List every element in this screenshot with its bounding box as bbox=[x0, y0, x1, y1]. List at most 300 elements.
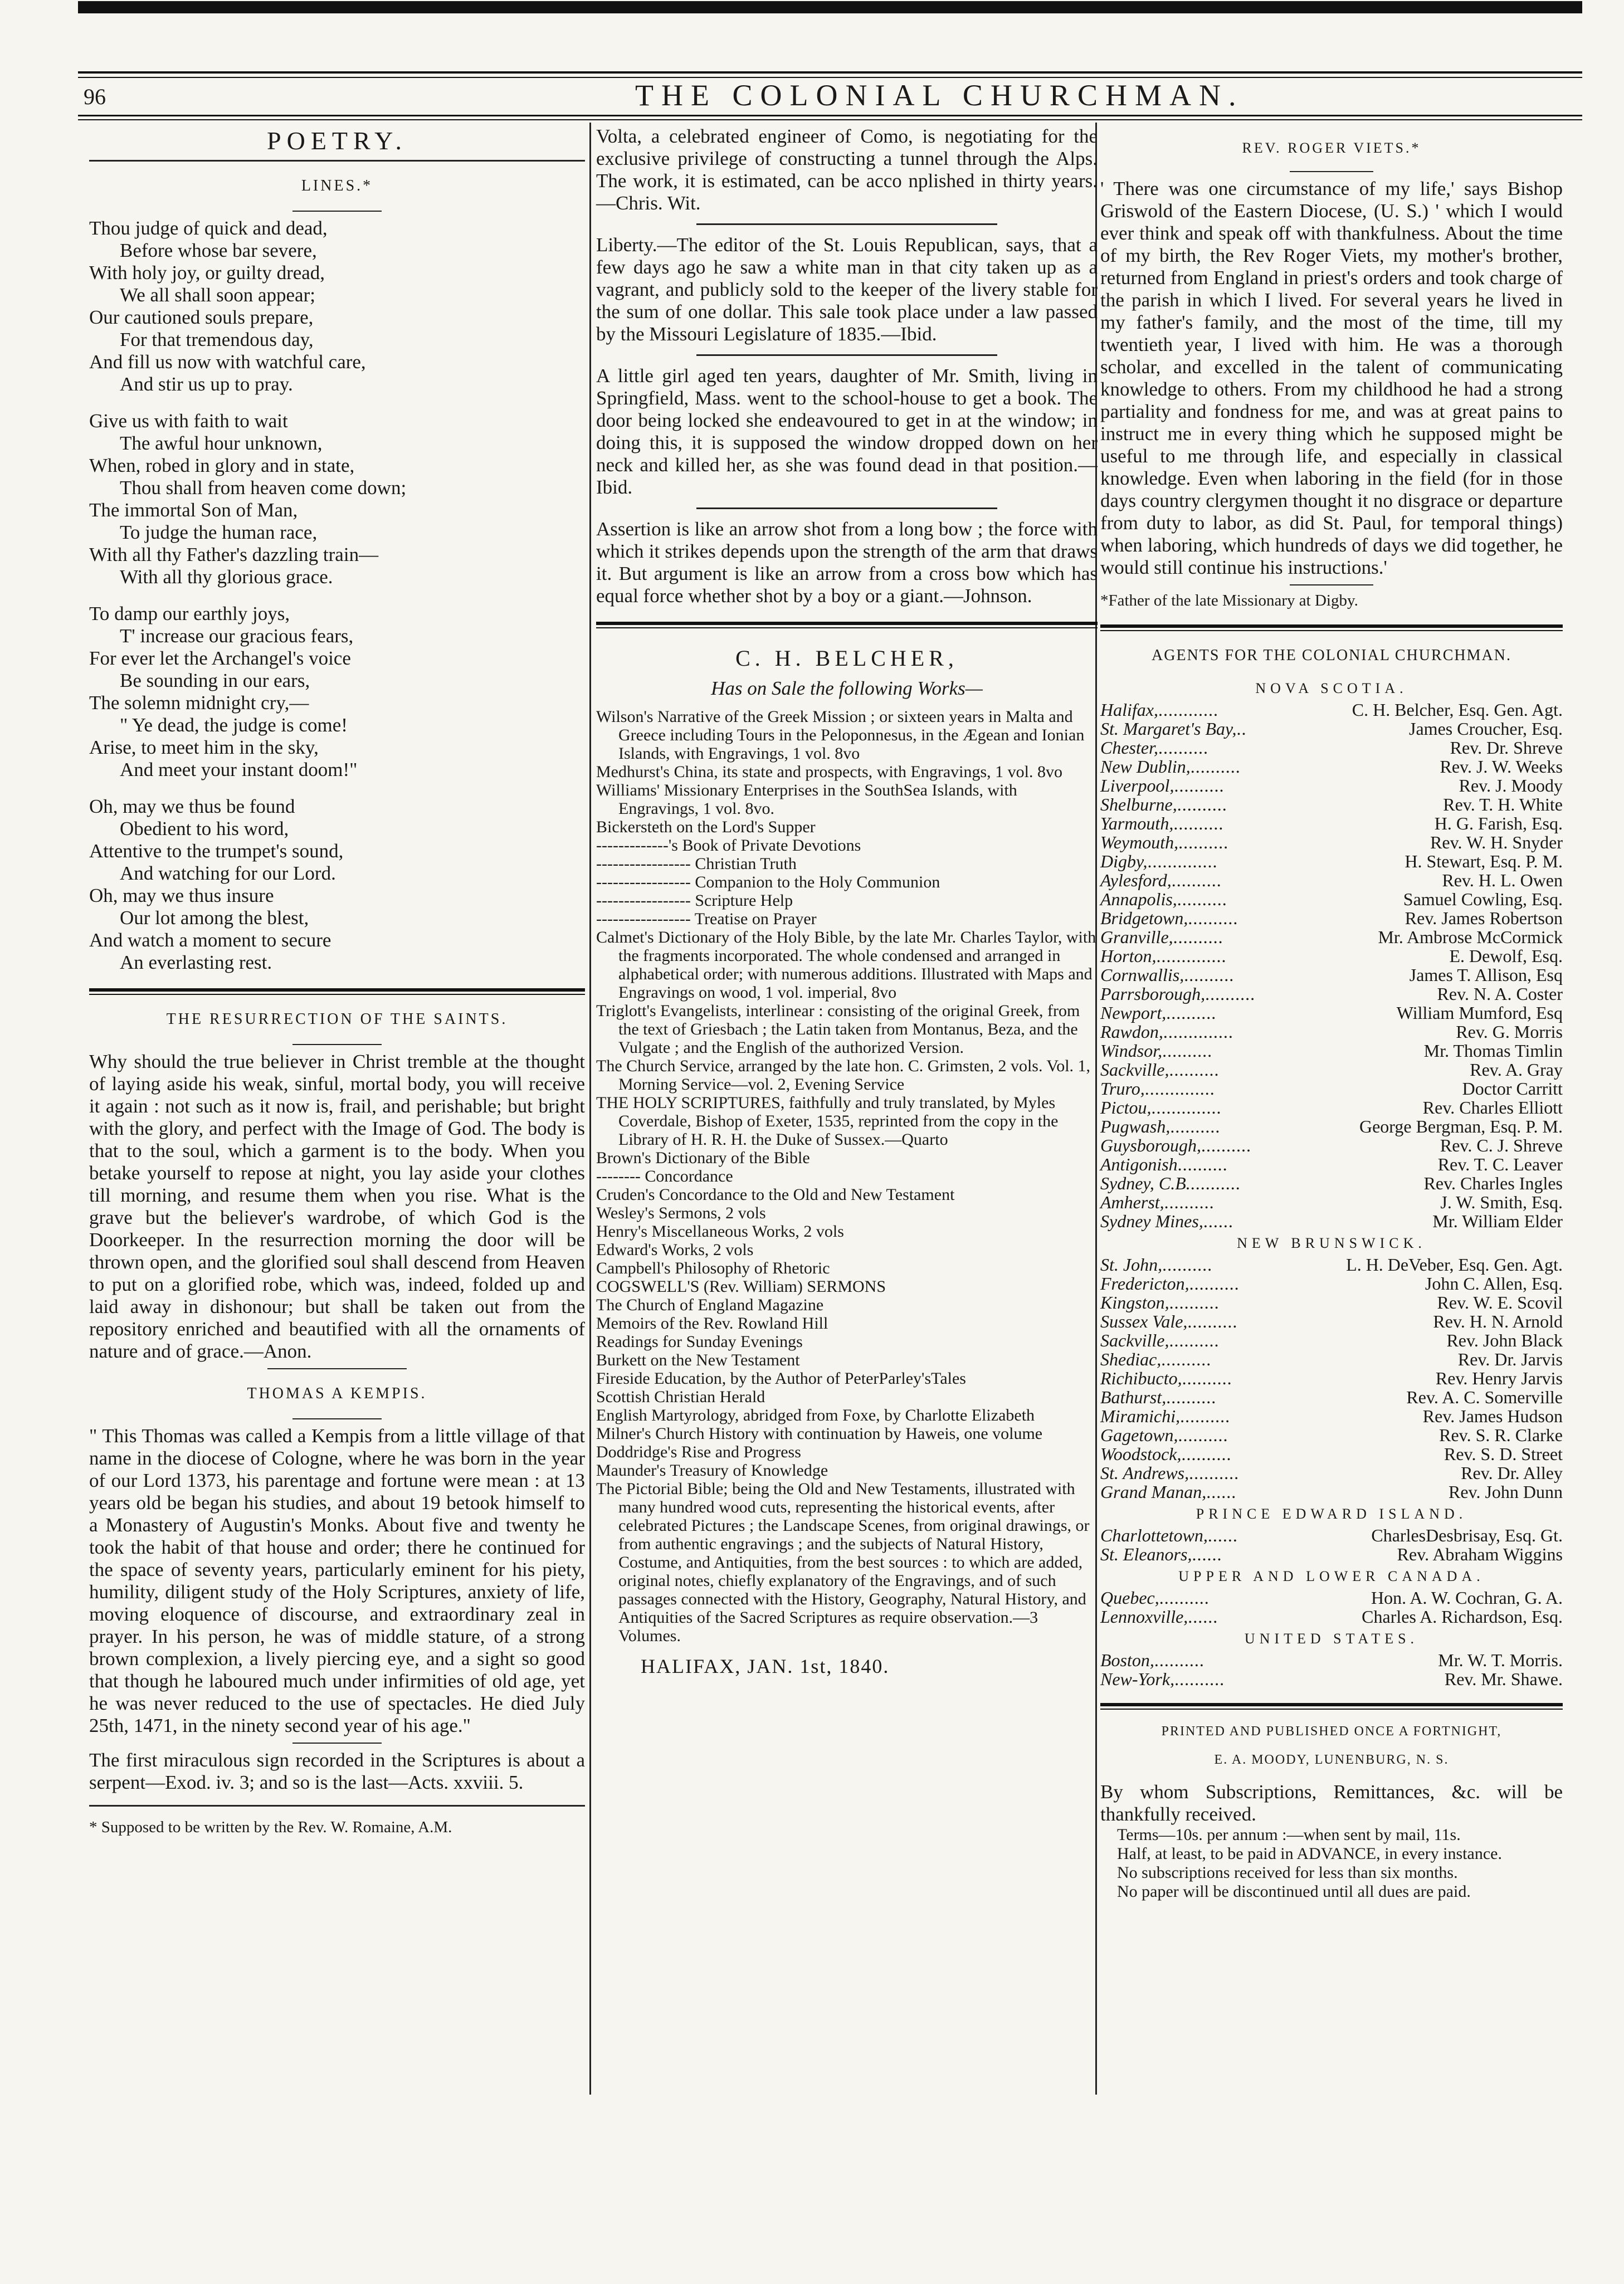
column-left bbox=[89, 125, 585, 1837]
poem-line: With all thy Father's dazzling train— bbox=[89, 544, 379, 565]
agent-place: Annapolis, bbox=[1100, 889, 1177, 909]
divider bbox=[596, 622, 1098, 628]
poem-line: Arise, to meet him in the sky, bbox=[89, 736, 319, 758]
agent-name: Rev. James Robertson bbox=[1404, 908, 1563, 928]
agent-name: Rev. A. C. Somerville bbox=[1406, 1387, 1563, 1407]
agent-place: Digby, bbox=[1100, 851, 1148, 871]
book-entry: English Martyrology, abridged from Foxe, by Charlotte Elizabeth bbox=[596, 1406, 1035, 1424]
poem-lines bbox=[89, 217, 585, 974]
agent-row bbox=[1100, 1041, 1563, 1060]
agent-name: Rev. T. H. White bbox=[1443, 794, 1563, 814]
book-entry: Edward's Works, 2 vols bbox=[596, 1241, 754, 1259]
agent-leader-dots: .......... bbox=[1173, 928, 1223, 946]
agent-name: Rev. Dr. Alley bbox=[1461, 1463, 1563, 1483]
poem-title: LINES.* bbox=[301, 177, 373, 194]
book-entry: Cruden's Concordance to the Old and New Testament bbox=[596, 1185, 955, 1204]
agent-leader-dots: .......... bbox=[1162, 1255, 1213, 1274]
agent-place: Sackville, bbox=[1100, 1060, 1169, 1080]
poem-line: With holy joy, or guilty dread, bbox=[89, 262, 325, 284]
agent-leader-dots: .. bbox=[1236, 719, 1247, 738]
agent-place: Truro, bbox=[1100, 1078, 1145, 1099]
agent-name: Rev. J. Moody bbox=[1459, 775, 1563, 796]
agent-leader-dots: .......... bbox=[1178, 833, 1229, 852]
divider bbox=[1100, 624, 1563, 631]
poem-line: For ever let the Archangel's voice bbox=[89, 647, 351, 669]
agent-name: E. Dewolf, Esq. bbox=[1449, 946, 1563, 966]
agent-row bbox=[1100, 852, 1563, 871]
book-entry: Fireside Education, by the Author of PeterParley'sTales bbox=[596, 1369, 966, 1388]
agent-row bbox=[1100, 1545, 1563, 1564]
agent-row bbox=[1100, 1331, 1563, 1350]
agent-place: Windsor, bbox=[1100, 1041, 1163, 1061]
agent-row bbox=[1100, 1444, 1563, 1463]
agent-leader-dots: .......... bbox=[1184, 965, 1235, 984]
agent-place: St. Eleanors, bbox=[1100, 1544, 1192, 1564]
footnote-viets: *Father of the late Missionary at Digby. bbox=[1100, 592, 1358, 609]
poem-line: Oh, may we thus be found bbox=[89, 796, 295, 817]
agent-place: Weymouth, bbox=[1100, 832, 1179, 852]
agent-name: Rev. T. C. Leaver bbox=[1437, 1154, 1563, 1174]
agent-leader-dots: ...... bbox=[1207, 1526, 1238, 1545]
agent-row bbox=[1100, 1274, 1563, 1293]
book-entry: Bickersteth on the Lord's Supper bbox=[596, 818, 816, 836]
agent-place: Rawdon, bbox=[1100, 1022, 1163, 1042]
divider bbox=[89, 988, 585, 995]
divider bbox=[292, 1418, 382, 1419]
masthead-rule bbox=[78, 115, 1582, 116]
agent-row bbox=[1100, 1350, 1563, 1369]
agent-place: New-York, bbox=[1100, 1669, 1175, 1689]
running-head: THE COLONIAL CHURCHMAN. bbox=[635, 79, 1244, 112]
agent-place: Guysborough, bbox=[1100, 1135, 1202, 1155]
poem-stanza bbox=[89, 217, 585, 396]
agent-place: Kingston, bbox=[1100, 1292, 1169, 1312]
printed-title: PRINTED AND PUBLISHED ONCE A FORTNIGHT, bbox=[1161, 1724, 1502, 1739]
agent-leader-dots: .......... bbox=[1187, 1312, 1238, 1331]
column-right bbox=[1100, 125, 1563, 1901]
agent-leader-dots: .......... bbox=[1182, 1369, 1232, 1388]
agent-row bbox=[1100, 1174, 1563, 1193]
agent-leader-dots: .......... bbox=[1188, 909, 1238, 928]
divider bbox=[292, 211, 382, 212]
agent-row bbox=[1100, 1369, 1563, 1388]
agent-name: John C. Allen, Esq. bbox=[1425, 1273, 1563, 1294]
agent-row bbox=[1100, 738, 1563, 757]
agents-title: AGENTS FOR THE COLONIAL CHURCHMAN. bbox=[1152, 647, 1511, 664]
poem-line: For that tremendous day, bbox=[120, 329, 314, 350]
agent-row bbox=[1100, 1463, 1563, 1482]
agent-leader-dots: .............. bbox=[1144, 1079, 1215, 1098]
poem-line: And meet your instant doom!" bbox=[120, 759, 358, 780]
page-number: 96 bbox=[84, 84, 106, 109]
agent-leader-dots: ............ bbox=[1158, 700, 1218, 719]
article-body-girl: A little girl aged ten years, daughter of Mr. Smith, living in Springfield, Mass. went to the school-house to get a book. The door being locked she endeavoured to get in at the window; in doing this, it is supposed the window dropped down on her neck and killed her, as she was found dead in that position.—Ibid. bbox=[596, 365, 1098, 498]
agent-place: Fredericton, bbox=[1100, 1273, 1189, 1294]
agent-name: Rev. A. Gray bbox=[1470, 1060, 1563, 1080]
agent-row bbox=[1100, 871, 1563, 890]
book-entry: Maunder's Treasury of Knowledge bbox=[596, 1461, 828, 1480]
agent-row bbox=[1100, 890, 1563, 909]
poem-line: The immortal Son of Man, bbox=[89, 499, 298, 521]
agent-row bbox=[1100, 1136, 1563, 1155]
book-entry: Campbell's Philosophy of Rhetoric bbox=[596, 1259, 830, 1277]
agent-name: Rev. G. Morris bbox=[1456, 1022, 1563, 1042]
agent-place: Halifax, bbox=[1100, 700, 1158, 720]
book-entry: Henry's Miscellaneous Works, 2 vols bbox=[596, 1222, 844, 1241]
agent-place: Horton, bbox=[1100, 946, 1157, 966]
agent-place: Pugwash, bbox=[1100, 1116, 1171, 1136]
agent-name: J. W. Smith, Esq. bbox=[1440, 1192, 1563, 1212]
agent-leader-dots: .......... bbox=[1169, 1060, 1220, 1079]
poem-line: The solemn midnight cry,— bbox=[89, 692, 309, 714]
agent-place: Amherst, bbox=[1100, 1192, 1164, 1212]
province-heading: NEW BRUNSWICK. bbox=[1237, 1235, 1426, 1251]
agent-leader-dots: .......... bbox=[1189, 1463, 1240, 1482]
agent-row bbox=[1100, 1098, 1563, 1117]
book-entry: ----------------- Scripture Help bbox=[596, 891, 793, 910]
masthead-rule bbox=[78, 119, 1582, 120]
agent-name: Rev. S. R. Clarke bbox=[1439, 1425, 1563, 1445]
agent-leader-dots: .......... bbox=[1181, 1444, 1232, 1463]
agent-row bbox=[1100, 1003, 1563, 1022]
agent-name: Rev. N. A. Coster bbox=[1437, 984, 1563, 1004]
agent-row bbox=[1100, 984, 1563, 1003]
agent-row bbox=[1100, 1155, 1563, 1174]
agent-place: Shediac, bbox=[1100, 1349, 1162, 1369]
terms-line: No subscriptions received for less than six months. bbox=[1117, 1863, 1458, 1882]
agent-place: Pictou, bbox=[1100, 1097, 1152, 1117]
agent-leader-dots: .......... bbox=[1177, 890, 1227, 909]
book-entry: Burkett on the New Testament bbox=[596, 1351, 800, 1369]
poem-line: Thou judge of quick and dead, bbox=[89, 217, 328, 239]
agent-place: New Dublin, bbox=[1100, 757, 1191, 777]
agent-leader-dots: ...... bbox=[1188, 1607, 1218, 1626]
agent-name: Rev. Charles Ingles bbox=[1423, 1173, 1563, 1193]
book-entry: Brown's Dictionary of the Bible bbox=[596, 1149, 810, 1167]
agent-row bbox=[1100, 928, 1563, 946]
agent-place: Newport, bbox=[1100, 1003, 1167, 1023]
agent-row bbox=[1100, 1482, 1563, 1501]
book-entry: Triglott's Evangelists, interlinear : consisting of the original Greek, from the text of Griesbach ; the Latin taken from Montanus, Beza, and the Vulgate ; and the English of the authorized Version. bbox=[596, 1002, 1080, 1057]
agents-list bbox=[1100, 680, 1563, 1688]
agent-row bbox=[1100, 1193, 1563, 1212]
agent-row bbox=[1100, 700, 1563, 719]
agent-name: Rev. Mr. Shawe. bbox=[1444, 1669, 1563, 1689]
divider bbox=[267, 1368, 406, 1369]
book-list bbox=[596, 707, 1098, 1645]
agent-leader-dots: .......... bbox=[1154, 1651, 1204, 1670]
agent-place: Bathurst, bbox=[1100, 1387, 1167, 1407]
book-entry: ----------------- Companion to the Holy Communion bbox=[596, 873, 940, 891]
agent-name: Rev. Henry Jarvis bbox=[1435, 1368, 1563, 1388]
book-entry: Calmet's Dictionary of the Holy Bible, by the late Mr. Charles Taylor, with the fragments incorporated. The whole condensed and arranged in alphabetical order; with numerous additions. Illustrated with Maps and Engravings on wood, 1 vol. imperial, 8vo bbox=[596, 928, 1096, 1002]
agent-row bbox=[1100, 776, 1563, 795]
divider bbox=[292, 1044, 382, 1045]
agent-place: St. John, bbox=[1100, 1255, 1163, 1275]
agent-row bbox=[1100, 1607, 1563, 1626]
agent-name: Rev. Dr. Jarvis bbox=[1457, 1349, 1563, 1369]
book-entry: Readings for Sunday Evenings bbox=[596, 1333, 803, 1351]
agent-name: Samuel Cowling, Esq. bbox=[1403, 889, 1563, 909]
agent-place: Gagetown, bbox=[1100, 1425, 1178, 1445]
agent-name: Rev. James Hudson bbox=[1422, 1406, 1563, 1426]
agent-row bbox=[1100, 1022, 1563, 1041]
agent-name: Rev. S. D. Street bbox=[1443, 1444, 1563, 1464]
article-body-liberty: Liberty.—The editor of the St. Louis Republican, says, that a few days ago he saw a white man in that city taken up as a vagrant, and publicly sold to the keeper of the livery stable for the sum of one dollar. This sale took place under a law passed by the Missouri Legislature of 1835.—Ibid. bbox=[596, 234, 1098, 345]
article-body-kempis: " This Thomas was called a Kempis from a little village of that name in the diocese of Cologne, where he was born in the year of our Lord 1373, his parentage and fortune were mean : at 13 years old be began his studies, and about 19 betook himself to a Monastery of Augustin's Monks. About five and twenty he took the habit of that house and order; there he continued for the space of seventy years, particularly eminent for his piety, humility, diligent study of the Holy Scriptures, anxiety of life, moving eloquence of discourse, and extraordinary zeal in prayer. In his person, he was of middle stature, of a strong brown complexion, a lively piercing eye, and a sight so good that though he laboured much under infirmities of old age, yet he was never reduced to the use of spectacles. He died July 25th, 1471, in the ninety second year of his age." bbox=[89, 1425, 585, 1736]
agent-name: George Bergman, Esq. P. M. bbox=[1359, 1116, 1563, 1136]
agent-row bbox=[1100, 1670, 1563, 1688]
agent-row bbox=[1100, 1060, 1563, 1079]
poem-line: An everlasting rest. bbox=[120, 951, 272, 973]
agent-row bbox=[1100, 814, 1563, 833]
agent-row bbox=[1100, 757, 1563, 776]
agent-place: Richibucto, bbox=[1100, 1368, 1182, 1388]
column-middle bbox=[596, 125, 1098, 1697]
agent-name: Rev. C. J. Shreve bbox=[1440, 1135, 1563, 1155]
divider bbox=[1290, 584, 1373, 585]
book-entry: Medhurst's China, its state and prospects, with Engravings, 1 vol. 8vo bbox=[596, 763, 1062, 781]
agent-name: Rev. Charles Elliott bbox=[1422, 1097, 1563, 1117]
agent-row bbox=[1100, 795, 1563, 814]
agent-leader-dots: .......... bbox=[1169, 1331, 1220, 1350]
poem-line: Obedient to his word, bbox=[120, 818, 289, 840]
book-entry: Scottish Christian Herald bbox=[596, 1388, 765, 1406]
agent-place: Parrsborough, bbox=[1100, 984, 1206, 1004]
book-entry: Milner's Church History with continuation by Haweis, one volume bbox=[596, 1424, 1043, 1443]
agent-name: Rev. John Dunn bbox=[1448, 1482, 1563, 1502]
book-entry: -------- Concordance bbox=[596, 1167, 733, 1185]
agent-row bbox=[1100, 1079, 1563, 1098]
agent-place: Lennoxville, bbox=[1100, 1607, 1188, 1627]
poem-line: Our lot among the blest, bbox=[120, 907, 309, 929]
poem-line: Our cautioned souls prepare, bbox=[89, 306, 314, 328]
poem-stanza bbox=[89, 603, 585, 781]
poem-line: Attentive to the trumpet's sound, bbox=[89, 840, 344, 862]
poem-line: And fill us now with watchful care, bbox=[89, 351, 366, 373]
agent-place: Sussex Vale, bbox=[1100, 1311, 1188, 1331]
poem-line: When, robed in glory and in state, bbox=[89, 455, 355, 476]
agent-leader-dots: .......... bbox=[1166, 1003, 1217, 1022]
divider bbox=[696, 354, 997, 356]
poem-line: And stir us up to pray. bbox=[120, 373, 293, 395]
agent-name: James T. Allison, Esq bbox=[1409, 965, 1563, 985]
agent-name: C. H. Belcher, Esq. Gen. Agt. bbox=[1352, 700, 1563, 720]
terms-line: No paper will be discontinued until all dues are paid. bbox=[1117, 1882, 1471, 1901]
agent-leader-dots: .............. bbox=[1163, 1022, 1233, 1041]
agent-row bbox=[1100, 946, 1563, 965]
agent-place: Sydney, C.B. bbox=[1100, 1173, 1191, 1193]
agent-name: Rev. John Black bbox=[1446, 1330, 1563, 1350]
poem-line: Give us with faith to wait bbox=[89, 410, 288, 432]
agent-leader-dots: .......... bbox=[1174, 1670, 1225, 1688]
top-border-rule bbox=[78, 1, 1582, 13]
book-entry: The Pictorial Bible; being the Old and New Testaments, illustrated with many hundred wood cuts, representing the historical events, after celebrated Pictures ; the Landscape Scenes, from original drawings, or from authentic engravings ; and the subjects of Natural History, Costume, and Antiquities, from the best sources : to which are added, original notes, chiefly explanatory of the Engravings, and of such passages connected with the History, Geography, Natural History, and Antiquities of the Sacred Scriptures as require observation.—3 Volumes. bbox=[596, 1480, 1090, 1645]
terms-list bbox=[1100, 1826, 1563, 1901]
book-entry: Doddridge's Rise and Progress bbox=[596, 1443, 801, 1461]
agent-leader-dots: .......... bbox=[1170, 1117, 1221, 1136]
agent-leader-dots: .......... bbox=[1164, 1193, 1215, 1212]
agent-place: Antigonish bbox=[1100, 1154, 1178, 1174]
agent-name: William Mumford, Esq bbox=[1396, 1003, 1563, 1023]
agent-leader-dots: .............. bbox=[1147, 852, 1218, 871]
poem-line: To damp our earthly joys, bbox=[89, 603, 290, 624]
agent-row bbox=[1100, 1293, 1563, 1312]
agent-leader-dots: .......... bbox=[1166, 1388, 1217, 1407]
article-body-miracle: The first miraculous sign recorded in the Scriptures is about a serpent—Exod. iv. 3; and so is the last—Acts. xxviii. 5. bbox=[89, 1749, 585, 1793]
agent-name: Charles A. Richardson, Esq. bbox=[1362, 1607, 1563, 1627]
terms-line: Terms—10s. per annum :—when sent by mail, 11s. bbox=[1117, 1826, 1461, 1844]
agent-name: Mr. William Elder bbox=[1432, 1211, 1563, 1231]
agent-leader-dots: .......... bbox=[1189, 1274, 1240, 1293]
poem-line: Be sounding in our ears, bbox=[120, 670, 310, 691]
agent-place: Chester, bbox=[1100, 738, 1158, 758]
agent-name: Hon. A. W. Cochran, G. A. bbox=[1371, 1588, 1563, 1608]
agent-name: L. H. DeVeber, Esq. Gen. Agt. bbox=[1346, 1255, 1563, 1275]
ad-title: C. H. BELCHER, bbox=[735, 646, 958, 671]
book-entry: THE HOLY SCRIPTURES, faithfully and truly translated, by Myles Coverdale, Bishop of Exeter, 1535, reprinted from the copy in the Library of H. R. H. the Duke of Sussex.—Quarto bbox=[596, 1094, 1059, 1149]
agent-row bbox=[1100, 1388, 1563, 1407]
agent-leader-dots: .......... bbox=[1173, 814, 1224, 833]
printed-text: By whom Subscriptions, Remittances, &c. will be thankfully received. bbox=[1100, 1781, 1563, 1825]
agent-name: Mr. W. T. Morris. bbox=[1438, 1650, 1563, 1670]
ad-subtitle: Has on Sale the following Works— bbox=[711, 677, 983, 699]
article-title-viets: REV. ROGER VIETS.* bbox=[1242, 140, 1421, 156]
poem-line: And watch a moment to secure bbox=[89, 929, 331, 951]
agent-place: Bridgetown, bbox=[1100, 908, 1188, 928]
terms-line: Half, at least, to be paid in ADVANCE, in every instance. bbox=[1117, 1844, 1502, 1863]
agent-name: Rev. J. W. Weeks bbox=[1440, 757, 1563, 777]
printed-by: E. A. MOODY, LUNENBURG, N. S. bbox=[1214, 1753, 1449, 1767]
agent-name: Rev. H. N. Arnold bbox=[1433, 1311, 1563, 1331]
agent-place: Woodstock, bbox=[1100, 1444, 1182, 1464]
poem-line: Oh, may we thus insure bbox=[89, 885, 274, 906]
agent-place: Granville, bbox=[1100, 927, 1173, 947]
dateline: HALIFAX, JAN. 1st, 1840. bbox=[641, 1655, 890, 1677]
poem-line: To judge the human race, bbox=[120, 521, 318, 543]
agent-leader-dots: ...... bbox=[1192, 1545, 1222, 1564]
agent-leader-dots: .......... bbox=[1158, 738, 1208, 757]
poem-line: Thou shall from heaven come down; bbox=[120, 477, 407, 499]
agent-leader-dots: .............. bbox=[1156, 946, 1227, 965]
book-entry: ----------------- Christian Truth bbox=[596, 855, 797, 873]
agent-leader-dots: .......... bbox=[1177, 1155, 1228, 1174]
agent-row bbox=[1100, 1312, 1563, 1331]
agent-leader-dots: .......... bbox=[1180, 1407, 1231, 1426]
agent-leader-dots: .......... bbox=[1161, 1350, 1212, 1369]
agent-place: Grand Manan, bbox=[1100, 1482, 1207, 1502]
poem-line: With all thy glorious grace. bbox=[120, 566, 333, 588]
book-entry: COGSWELL'S (Rev. William) SERMONS bbox=[596, 1277, 886, 1296]
agent-leader-dots: .......... bbox=[1171, 871, 1222, 890]
agent-place: Shelburne, bbox=[1100, 794, 1177, 814]
agent-row bbox=[1100, 1588, 1563, 1607]
column-divider bbox=[589, 123, 591, 2095]
agent-place: Sackville, bbox=[1100, 1330, 1169, 1350]
agent-place: St. Andrews, bbox=[1100, 1463, 1189, 1483]
agent-row bbox=[1100, 909, 1563, 928]
agent-leader-dots: ...... bbox=[1206, 1482, 1237, 1501]
book-entry: Wilson's Narrative of the Greek Mission ; or sixteen years in Malta and Greece including Tours in the Peloponnesus, in the Ægean and Ionian Islands, with Engravings, 1 vol. 8vo bbox=[596, 707, 1085, 763]
article-body-volta: Volta, a celebrated engineer of Como, is negotiating for the exclusive privilege of constructing a tunnel through the Alps. The work, it is estimated, can be acco nplished in thirty years.—Chris. Wit. bbox=[596, 125, 1098, 214]
masthead-rule bbox=[78, 71, 1582, 74]
agent-place: Yarmouth, bbox=[1100, 813, 1174, 833]
agent-leader-dots: .......... bbox=[1169, 1293, 1220, 1312]
agent-leader-dots: .......... bbox=[1174, 776, 1225, 795]
book-entry: -------------'s Book of Private Devotions bbox=[596, 836, 861, 855]
agent-place: Miramichi, bbox=[1100, 1406, 1181, 1426]
agent-name: Rev. H. L. Owen bbox=[1442, 870, 1563, 890]
poem-line: " Ye dead, the judge is come! bbox=[120, 714, 348, 736]
province-heading: UPPER AND LOWER CANADA. bbox=[1178, 1568, 1485, 1584]
book-entry: Wesley's Sermons, 2 vols bbox=[596, 1204, 766, 1222]
poem-line: And watching for our Lord. bbox=[120, 862, 336, 884]
divider bbox=[89, 1805, 585, 1807]
agent-name: Mr. Thomas Timlin bbox=[1423, 1041, 1563, 1061]
book-entry: Williams' Missionary Enterprises in the SouthSea Islands, with Engravings, 1 vol. 8vo. bbox=[596, 781, 1017, 818]
agent-leader-dots: .......... bbox=[1159, 1588, 1210, 1607]
agent-leader-dots: ...... bbox=[1203, 1212, 1233, 1231]
agent-leader-dots: .......... bbox=[1190, 757, 1241, 776]
agent-row bbox=[1100, 1117, 1563, 1136]
divider bbox=[696, 223, 997, 225]
agent-row bbox=[1100, 1212, 1563, 1231]
book-entry: ----------------- Treatise on Prayer bbox=[596, 910, 817, 928]
agent-row bbox=[1100, 1426, 1563, 1444]
agent-row bbox=[1100, 719, 1563, 738]
divider bbox=[1100, 1703, 1563, 1710]
poem-line: Before whose bar severe, bbox=[120, 240, 317, 261]
poem-line: The awful hour unknown, bbox=[120, 432, 323, 454]
article-body-resurrection: Why should the true believer in Christ tremble at the thought of laying aside his weak, sinful, mortal body, you will receive it again : not such as it now is, frail, and perishable; but bright with the glory, and perfect with the Image of God. The body is that to the soul, which a garment is to the body. When you betake yourself to repose at night, you lay aside your clothes till morning, and resume them when you rise. What is the grave but the believer's wardrobe, of which God is the Doorkeeper. In the resurrection morning the door will be thrown open, and the glorified soul shall descend from Heaven to put on a glorified robe, which was, indeed, folded up and laid away in dishonour; but shall be taken out from the repository enriched and beautified with all the ornaments of nature and of grace.—Anon. bbox=[89, 1051, 585, 1362]
poem-stanza bbox=[89, 796, 585, 974]
agent-place: Boston, bbox=[1100, 1650, 1154, 1670]
agent-row bbox=[1100, 965, 1563, 984]
province-heading: UNITED STATES. bbox=[1244, 1631, 1419, 1647]
agent-name: H. G. Farish, Esq. bbox=[1434, 813, 1563, 833]
agent-place: St. Margaret's Bay, bbox=[1100, 719, 1237, 739]
agent-name: Rev. Dr. Shreve bbox=[1450, 738, 1563, 758]
article-title-kempis: THOMAS A KEMPIS. bbox=[247, 1385, 427, 1402]
agent-leader-dots: .......... bbox=[1162, 1041, 1213, 1060]
article-body-viets: ' There was one circumstance of my life,' says Bishop Griswold of the Eastern Diocese, (U. S.) ' which I would ever think and speak off with thankfulness. About the time of my birth, the Rev Roger Viets, my mother's brother, returned from England in priest's orders and took charge of the parish in which I lived. For several years he lived in my father's family, and the most of the time, till my twentieth year, I lived with him. He was a thorough scholar, and excelled in the talent of communicating knowledge to others. From my childhood he had a strong partiality and fondness for me, and was at great pains to instruct me in every thing which he supposed might be useful to me through life, and especially in classical knowledge. Even when laboring in the field (for in those days country clergymen thought it no disgrace or departure from duty to labor, as did St. Paul, for temporal things) when laboring, which hundreds of days we did together, he would still continue his instructions.' bbox=[1100, 178, 1563, 578]
book-entry: The Church Service, arranged by the late hon. C. Grimsten, 2 vols. Vol. 1, Morning Service—vol. 2, Evening Service bbox=[596, 1057, 1091, 1094]
agent-place: Sydney Mines, bbox=[1100, 1211, 1203, 1231]
agent-leader-dots: .......... bbox=[1205, 984, 1256, 1003]
agent-place: Liverpool, bbox=[1100, 775, 1174, 796]
book-entry: Memoirs of the Rev. Rowland Hill bbox=[596, 1314, 828, 1333]
divider bbox=[89, 160, 585, 162]
article-body-assertion: Assertion is like an arrow shot from a long bow ; the force with which it strikes depends upon the strength of the arm that draws it. But argument is like an arrow from a cross bow which has equal force whether shot by a boy or a giant.—Johnson. bbox=[596, 518, 1098, 607]
agent-leader-dots: .......... bbox=[1177, 795, 1227, 814]
agent-name: Rev. Abraham Wiggins bbox=[1397, 1544, 1563, 1564]
agent-name: CharlesDesbrisay, Esq. Gt. bbox=[1371, 1525, 1563, 1545]
book-entry: The Church of England Magazine bbox=[596, 1296, 824, 1314]
agent-row bbox=[1100, 1255, 1563, 1274]
divider bbox=[292, 1743, 382, 1744]
agent-leader-dots: .......... bbox=[1201, 1136, 1252, 1155]
province-heading: NOVA SCOTIA. bbox=[1255, 680, 1408, 696]
agent-row bbox=[1100, 1526, 1563, 1545]
agent-leader-dots: .......... bbox=[1178, 1426, 1228, 1444]
poem-stanza bbox=[89, 410, 585, 588]
agent-name: Doctor Carritt bbox=[1462, 1078, 1563, 1099]
article-title-resurrection: THE RESURRECTION OF THE SAINTS. bbox=[166, 1011, 508, 1028]
agent-name: Rev. W. H. Snyder bbox=[1430, 832, 1563, 852]
agent-row bbox=[1100, 1651, 1563, 1670]
agent-leader-dots: .......... bbox=[1190, 1174, 1241, 1193]
section-heading-poetry: POETRY. bbox=[267, 126, 407, 155]
